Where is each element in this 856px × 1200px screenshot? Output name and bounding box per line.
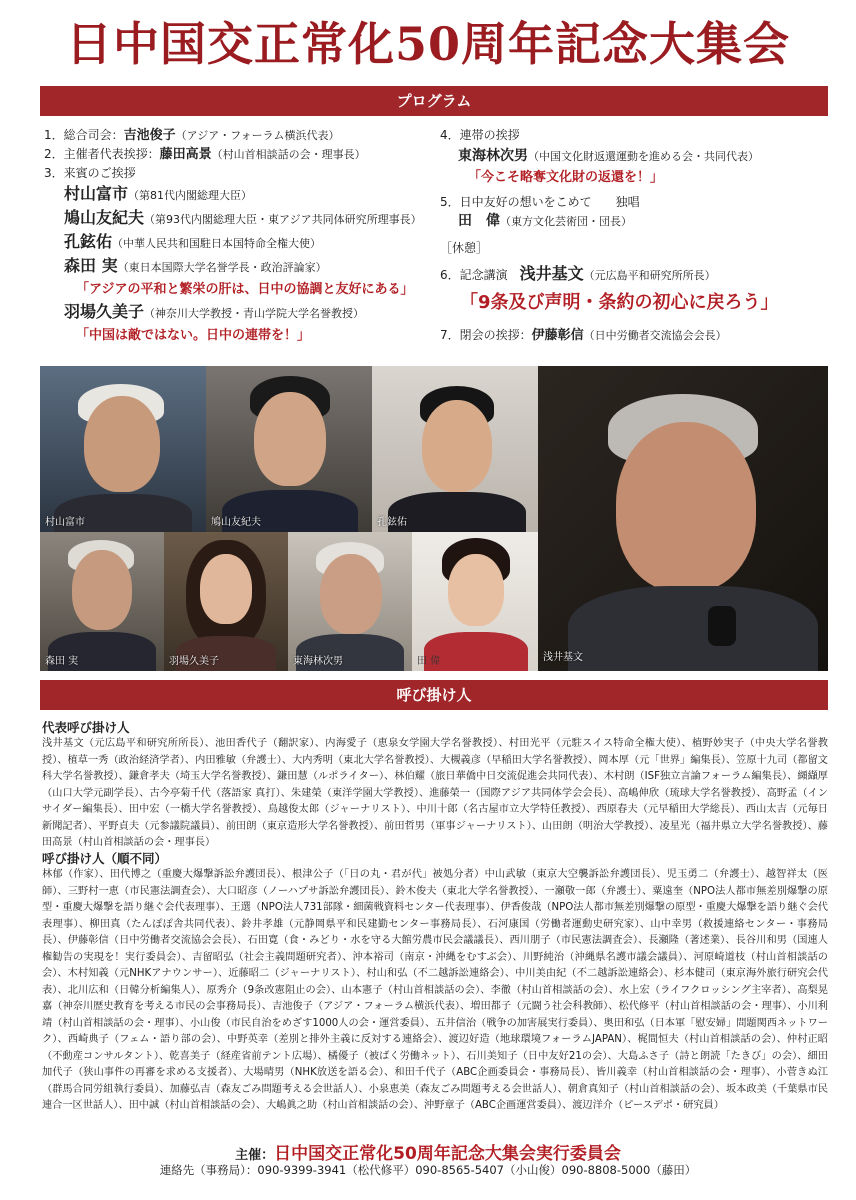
other-callers-title: 呼び掛け人（順不同） [42, 851, 168, 866]
photo-hatoyama [206, 366, 372, 532]
quote: 「今こそ略奪文化財の返還を！」 [468, 170, 664, 185]
program-header: プログラム [40, 86, 828, 116]
item-label: 1．総合司会： [44, 128, 124, 142]
photo-caption: 羽場久美子 [169, 656, 219, 667]
program-item-2 [44, 145, 464, 164]
photo-tian [412, 532, 538, 671]
guest-name: 村山富市 [64, 184, 129, 203]
item-note: （アジア・フォーラム横浜代表） [175, 129, 340, 142]
rep-callers-title: 代表呼び掛け人 [42, 720, 130, 735]
item-name: 田 偉 [458, 213, 500, 229]
photo-kong [372, 366, 538, 532]
program-item-7 [440, 326, 830, 345]
item-note: （村山首相談話の会・理事長） [211, 148, 366, 161]
guest-note: （神奈川大学教授・青山学院大学名誉教授） [144, 307, 365, 320]
program-item-5-performer [440, 212, 830, 231]
photo-haba [164, 532, 288, 671]
item-label: 6．記念講演 [440, 268, 508, 282]
photo-morita [40, 532, 164, 671]
photo-caption: 田 偉 [417, 656, 441, 667]
callers-header: 呼び掛け人 [40, 680, 828, 710]
contact-info: 連絡先（事務局）：090-9399-3941（松代修平）090-8565-5407（小山俊）090-8808-5000（藤田） [159, 1163, 697, 1177]
guest-name: 鳩山友紀夫 [64, 208, 145, 227]
photo-caption: 孔鉉佑 [377, 517, 407, 528]
guest-row [64, 183, 464, 207]
guest-row [64, 207, 464, 231]
item-name: 東海林次男 [458, 148, 528, 164]
program-item-3: 3．来賓のご挨拶 [44, 166, 136, 180]
item-note: （東方文化芸術団・団長） [500, 215, 632, 228]
page-title: 日中国交正常化50周年記念大集会 [65, 17, 790, 71]
photo-caption: 森田 実 [45, 656, 79, 667]
item-name: 伊藤彰信 [531, 328, 584, 343]
photo-murayama [40, 366, 206, 532]
photo-shoji [288, 532, 412, 671]
item-note: （中国文化財返還運動を進める会・共同代表） [528, 150, 759, 163]
quote: 「9条及び声明・条約の初心に戻ろう」 [460, 292, 779, 313]
guest-note: （東日本国際大学名誉学長・政治評論家） [117, 261, 327, 274]
photo-caption: 鳩山友紀夫 [211, 517, 261, 528]
quote: 「アジアの平和と繁栄の肝は、日中の協調と友好にある」 [76, 282, 414, 297]
organizer [0, 1139, 856, 1164]
program-item-6 [440, 262, 830, 288]
item-note: （日中労働者交流協会会長） [583, 329, 727, 342]
photo-collage [40, 366, 828, 671]
guest-row [64, 231, 464, 255]
item-label: 2．主催者代表挨拶： [44, 147, 160, 161]
guest-name: 孔鉉佑 [64, 232, 113, 251]
program-item-4-speaker [440, 145, 830, 168]
guest-note: （中華人民共和国駐日本国特命全権大使） [112, 237, 322, 250]
program-left [44, 126, 464, 347]
guest-name: 森田 実 [64, 256, 118, 275]
item-label: 7．閉会の挨拶： [440, 328, 532, 342]
organizer-name: 日中国交正常化50周年記念大集会実行委員会 [274, 1144, 621, 1164]
guest-row [64, 301, 464, 325]
photo-caption: 東海林次男 [293, 656, 343, 667]
item-note: （元広島平和研究所所長） [583, 269, 716, 282]
guest-note: （第93代内閣総理大臣・東アジア共同体研究所理事長） [144, 213, 422, 226]
item-name: 藤田高景 [159, 147, 212, 162]
program-item-5: 5．日中友好の想いをこめて 独唱 [440, 195, 640, 209]
item-name: 浅井基文 [519, 264, 584, 283]
program-item-1 [44, 126, 464, 145]
guest-name: 羽場久美子 [64, 302, 145, 321]
program-item-4: 4．連帯の挨拶 [440, 128, 520, 142]
photo-caption: 村山富市 [45, 517, 85, 528]
program-right [440, 126, 830, 345]
break-label: ［休憩］ [440, 241, 489, 255]
other-callers-list: 林郁（作家）、田代博之（重慶大爆撃訴訟弁護団長）、根津公子（「日の丸・君が代」被処分者）中山武敏（東京大空襲訴訟弁護団長）、児玉勇二（弁護士）、越智祥太（医師）、三野村一恵（市民憲法調査会）、大口昭彦（ノーハプサ訴訟弁護団長）、鈴木俊夫（東北大学名誉教授）、一瀬敬一郎（弁護士）、粟遠奎（NPO法人都市無差別爆撃の原型・重慶大爆撃を語り継ぐ会代表理事）、王選（NPO法人731部隊・細菌戦資料センター代表理事）、伊香俊哉（NPO法人都市無差別爆撃の原型・重慶大爆撃を語り継ぐ会代表理事）、柳田真（たんぽぽ舎共同代表）、鈴井孝雄（元静岡県平和民建勤センター事務局長）、石河康国（労働者運動史研究家）、山中幸男（救援連絡センター・事務局長）、伊藤彰信（日中労働者交流協会会長）、石田寛（食・みどり・水を守る大館労農市民会議議長）、西川朋子（市民憲法調査会）、長瀬隆（著述業）、長谷川和男（国連人権勧告の実現を！実行委員会）、吉留昭弘（社会主義問題研究者）、沖本裕司（南京・沖縄をむすぶ会）、川野純治（沖縄県名護市議会議員）、河原崎道枝（村山首相談話の会）、木村知義（元NHKアナウンサー）、近藤昭二（ジャーナリスト）、村山和弘（不二越訴訟連絡会）、中川美由紀（不二越訴訟連絡会）、杉本健司（東京海外旅行研究会代表）、北川広和（日韓分析編集人）、原秀介（9条改憲阻止の会）、山本憲子（村山首相談話の会）、李徹（村山首相談話の会）、水上宏（ライフクロッシング主宰者）、高梨晃嘉（神奈川歴史教育を考える市民の会事務局長）、吉池俊子（アジア・フォーラム横浜代表）、増田都子（元闘う社会科教師）、松代修平（村山首相談話の会・理事）、小川利靖（村山首相談話の会・理事）、小山俊（市民自治をめざす1000人の会・運営委員）、五井信治（戦争の加害展実行委員）、奥田和弘（日本軍「慰安婦」問題関西ネットワーク）、西崎典子（フェム・語り部の会）、中野英幸（差別と排外主義に反対する連絡会）、渡辺好造（地球環境フォーラムJAPAN）、梶間恒夫（村山首相談話の会）、仲村正昭（不動産コンサルタント）、乾喜美子（経産省前テント広場）、橘優子（被ばく労働ネット）、石川美知子（日中友好21の会）、大島ふさ子（詩と朗読「たきび」の会）、細田加代子（狭山事件の再審を求める支援者）、大場晴男（NHK放送を語る会）、和田千代子（ABC企画委員会・事務局長）、皆川義幸（村山首相談話の会・理事）、小菅きぬ江（群馬合同労組執行委員）、加藤弘吉（森友ごみ問題考える会世話人）、小泉恵美（森友ごみ問題考える会世話人）、朝倉真知子（村山首相談話の会）、坂本政美（千葉県市民連合一区世話人）、田中誠（村山首相談話の会）、大嶋眞之助（村山首相談話の会）、沖野章子（ABC企画運営委員）、渡辺洋介（ピースデポ・研究員） [42, 869, 828, 1111]
rep-callers-list: 浅井基文（元広島平和研究所所長）、池田香代子（翻訳家）、内海愛子（恵泉女学園大学名誉教授）、村田光平（元駐スイス特命全権大使）、植野妙実子（中央大学名誉教授）、植草一秀（政治経済学者）、内田雅敏（弁護士）、大内秀明（東北大学名誉教授）、大槻義彦（早稲田大学名誉教授）、岡本厚（元「世界」編集長）、笠原十九司（都留文科大学名誉教授）、鎌倉孝夫（埼玉大学名誉教授）、鎌田慧（ルポライター）、林伯耀（旅日華僑中日交流促進会共同代表）、木村朗（ISF独立言論フォーラム編集長）、纐纈厚（山口大学元副学長）、古今亭菊千代（落語家 真打）、朱建榮（東洋学園大学教授）、進藤榮一（国際アジア共同体学会会長）、高嶋伸欣（琉球大学名誉教授）、高野孟（インサイダー編集長）、田中宏（一橋大学名誉教授）、鳥越俊太郎（ジャーナリスト）、中川十郎（名古屋市立大学特任教授）、西原春夫（元早稲田大学総長）、西山太吉（元毎日新聞記者）、平野貞夫（元参議院議員）、前田朗（東京造形大学名誉教授）、前田哲男（軍事ジャーナリスト）、山田朗（明治大学教授）、凌星光（福井県立大学名誉教授）、藤田高景（村山首相談話の会・理事長） [42, 738, 828, 848]
item-name: 吉池俊子 [123, 128, 176, 143]
guest-row [64, 255, 464, 279]
guest-note: （第81代内閣総理大臣） [128, 189, 253, 202]
quote: 「中国は敵ではない。日中の連帯を！」 [76, 328, 311, 343]
organizer-label: 主催： [235, 1148, 275, 1163]
photo-asai [538, 366, 828, 671]
photo-caption: 浅井基文 [543, 652, 583, 663]
